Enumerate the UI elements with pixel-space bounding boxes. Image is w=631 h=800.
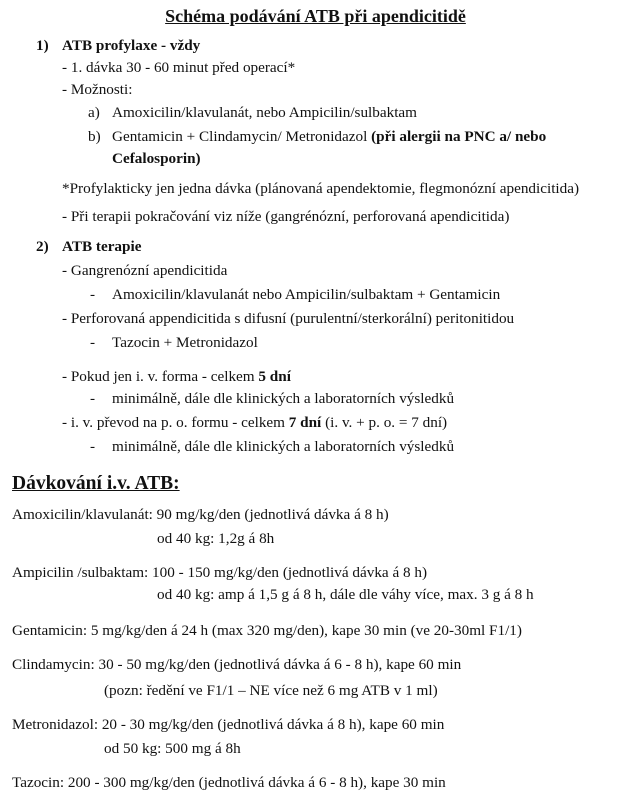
iv-only-days: 5 dní	[258, 368, 291, 385]
dose-gentamicin: Gentamicin: 5 mg/kg/den á 24 h (max 320 mg/den), kape 30 min (ve 20-30ml F1/1)	[12, 622, 522, 639]
dose-metronidazol: Metronidazol: 20 - 30 mg/kg/den (jednotlivá dávka á 8 h), kape 60 min	[12, 716, 445, 733]
dose-clindamycin-note: (pozn: ředění ve F1/1 – NE více než 6 mg ATB v 1 ml)	[104, 682, 438, 699]
option-b-drugs: Gentamicin + Clindamycin/ Metronidazol	[112, 128, 368, 145]
iv-po-text: - i. v. převod na p. o. formu - celkem	[62, 414, 289, 431]
gangrenous-dash: -	[90, 286, 96, 303]
iv-po-line	[62, 413, 447, 433]
po-min-text: minimálně, dále dle klinických a laboratorních výsledků	[112, 438, 455, 455]
section-2-heading: ATB terapie	[62, 238, 142, 255]
iv-po-days: 7 dní	[288, 414, 322, 431]
option-b-text	[112, 127, 546, 147]
dose-tazocin: Tazocin: 200 - 300 mg/kg/den (jednotlivá dávka á 6 - 8 h), kape 30 min	[12, 774, 446, 791]
options-label: - Možnosti:	[62, 81, 133, 98]
option-b-marker: b)	[88, 128, 101, 145]
dose-ampicilin-40kg: od 40 kg: amp á 1,5 g á 8 h, dále dle váhy více, max. 3 g á 8 h	[157, 586, 534, 603]
iv-min-text: minimálně, dále dle klinických a laboratorních výsledků	[112, 390, 455, 407]
section-2-number: 2)	[36, 238, 49, 255]
dose-ampicilin: Ampicilin /sulbaktam: 100 - 150 mg/kg/den (jednotlivá dávka á 8 h)	[12, 564, 428, 581]
prophylaxis-note: *Profylakticky jen jedna dávka (plánovaná apendektomie, flegmonózní apendicitida)	[62, 180, 580, 197]
perforated-line: - Perforovaná appendicitida s difusní (purulentní/sterkorální) peritonitidou	[62, 310, 515, 327]
dose-metronidazol-50kg: od 50 kg: 500 mg á 8h	[104, 740, 241, 757]
option-b-allergy-note-cont: Cefalosporin)	[112, 150, 201, 167]
section-1-number: 1)	[36, 37, 49, 54]
perforated-treatment: Tazocin + Metronidazol	[112, 334, 258, 351]
dose-amoxicilin: Amoxicilin/klavulanát: 90 mg/kg/den (jednotlivá dávka á 8 h)	[12, 506, 389, 523]
po-min-dash: -	[90, 438, 96, 455]
option-a-text: Amoxicilin/klavulanát, nebo Ampicilin/sulbaktam	[112, 104, 417, 121]
iv-min-dash: -	[90, 390, 96, 407]
option-a-marker: a)	[88, 104, 100, 121]
document-title: Schéma podávání ATB při apendicitidě	[165, 6, 466, 26]
therapy-continue-line: - Při terapii pokračování viz níže (gangrénózní, perforovaná apendicitida)	[62, 208, 510, 225]
gangrenous-line: - Gangrenózní apendicitida	[62, 262, 228, 279]
dosing-heading: Dávkování i.v. ATB:	[12, 473, 180, 494]
gangrenous-treatment: Amoxicilin/klavulanát nebo Ampicilin/sulbaktam + Gentamicin	[112, 286, 501, 303]
dose-amoxicilin-40kg: od 40 kg: 1,2g á 8h	[157, 530, 275, 547]
iv-only-line	[62, 367, 291, 387]
option-b-allergy-note: (při alergii na PNC a/ nebo	[371, 128, 547, 145]
perforated-dash: -	[90, 334, 96, 351]
dose-clindamycin: Clindamycin: 30 - 50 mg/kg/den (jednotlivá dávka á 6 - 8 h), kape 60 min	[12, 656, 462, 673]
section-1-heading: ATB profylaxe - vždy	[62, 37, 201, 54]
iv-only-text: - Pokud jen i. v. forma - celkem	[62, 368, 259, 385]
first-dose-line: - 1. dávka 30 - 60 minut před operací*	[62, 59, 296, 76]
iv-po-formula: (i. v. + p. o. = 7 dní)	[321, 414, 448, 431]
